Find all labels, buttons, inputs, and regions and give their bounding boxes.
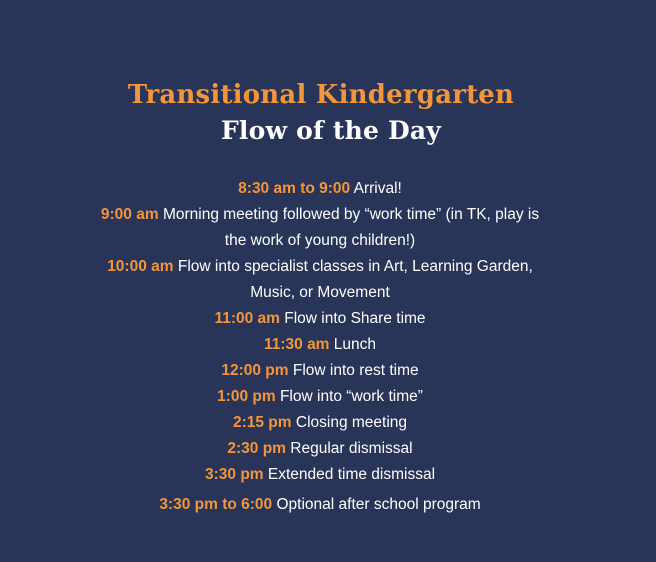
schedule-time: 1:00 pm: [217, 388, 276, 405]
schedule-time: 9:00 am: [100, 206, 159, 223]
schedule-item: [100, 254, 540, 306]
schedule-item: [0, 176, 640, 202]
schedule-item: [0, 332, 640, 358]
schedule-item: [0, 358, 640, 384]
schedule-item: [0, 384, 640, 410]
schedule-item: [0, 436, 640, 462]
schedule-activity: Flow into specialist classes in Art, Learning Garden, Music, or Movement: [177, 258, 533, 301]
schedule-time: 3:30 pm to 6:00: [159, 496, 273, 513]
schedule-item: [0, 306, 640, 332]
schedule-time: 3:30 pm: [204, 466, 264, 483]
page-subtitle: Flow of the Day: [220, 116, 442, 145]
schedule-time: 11:30 am: [263, 336, 330, 353]
schedule-item: [0, 462, 640, 488]
page-title: Transitional Kindergarten: [127, 80, 515, 110]
schedule-activity: Morning meeting followed by “work time” (in TK, play is the work of young children!): [162, 206, 540, 249]
schedule-activity: Arrival!: [353, 180, 402, 197]
schedule-activity: Closing meeting: [295, 414, 408, 431]
schedule-activity: Optional after school program: [276, 496, 481, 513]
schedule-time: 10:00 am: [107, 258, 174, 275]
schedule-activity: Extended time dismissal: [267, 466, 436, 483]
schedule-item: [0, 410, 640, 436]
schedule-activity: Lunch: [333, 336, 377, 353]
schedule-time: 11:00 am: [214, 310, 280, 327]
schedule-item: [100, 202, 540, 254]
schedule-time: 12:00 pm: [221, 362, 289, 379]
schedule-time: 2:15 pm: [232, 414, 292, 431]
schedule-activity: Flow into rest time: [292, 362, 419, 379]
schedule-activity: Flow into “work time”: [279, 388, 423, 405]
schedule-time: 8:30 am to 9:00: [238, 180, 351, 197]
daily-schedule-list: [0, 176, 640, 518]
schedule-activity: Flow into Share time: [284, 310, 426, 327]
schedule-item: [0, 492, 640, 518]
schedule-time: 2:30 pm: [227, 440, 286, 457]
schedule-activity: Regular dismissal: [290, 440, 413, 457]
